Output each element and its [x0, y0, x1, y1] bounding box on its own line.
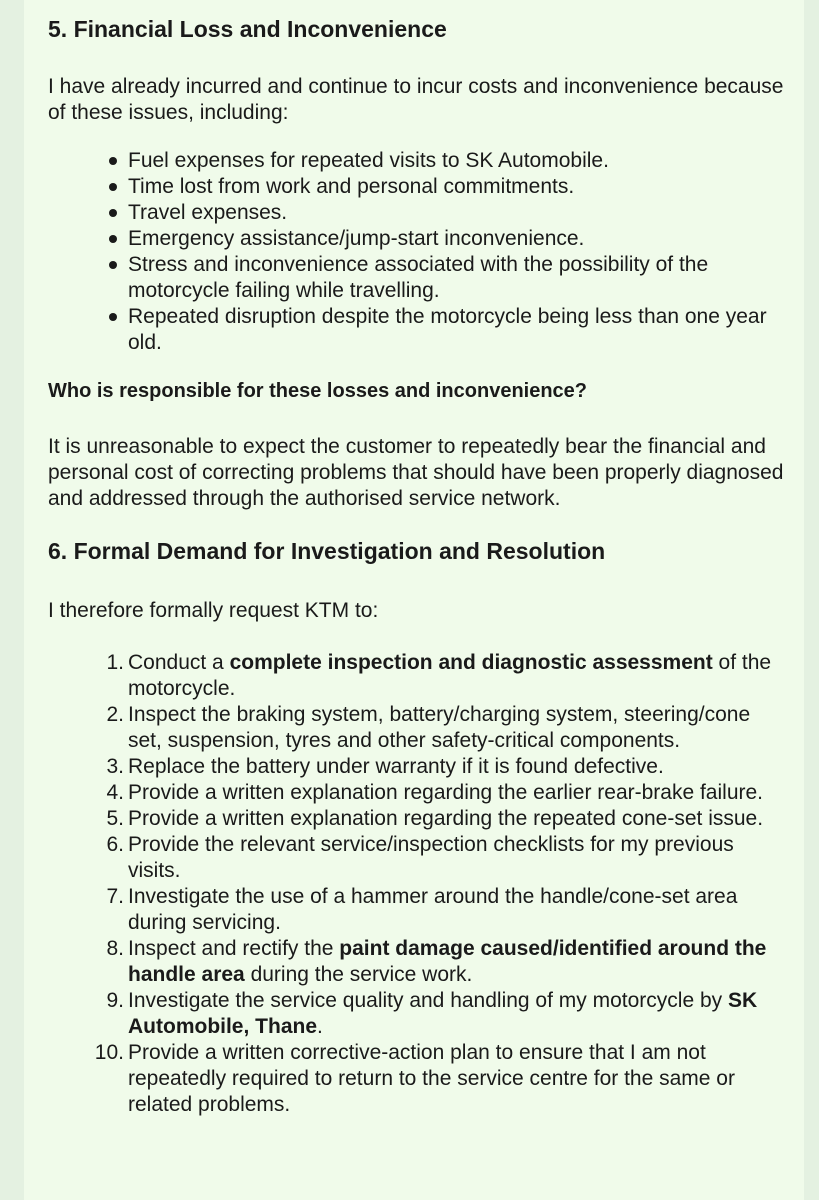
document-content — [48, 0, 788, 1118]
item-text: Replace the battery under warranty if it is found defective. — [128, 755, 664, 778]
document-page — [24, 0, 804, 1200]
item-text: Inspect and rectify the — [128, 937, 340, 960]
item-number: 3. — [106, 755, 124, 778]
item-number: 10. — [94, 1041, 124, 1064]
item-number: 1. — [106, 651, 124, 674]
item-number: 6. — [106, 833, 124, 856]
item-number: 9. — [106, 989, 124, 1012]
item-bold-text: SK Automobile, Thane — [128, 989, 758, 1038]
item-bold-text: paint damage caused/identified around the handle area — [128, 937, 767, 986]
list-item — [106, 936, 788, 988]
list-item: Repeated disruption despite the motorcycle being less than one year old. — [128, 304, 788, 356]
section-5-intro: I have already incurred and continue to incur costs and inconvenience because of these issues, including: — [48, 75, 784, 124]
responsibility-question: Who is responsible for these losses and inconvenience? — [48, 380, 588, 402]
list-item — [106, 650, 788, 702]
item-number: 4. — [106, 781, 124, 804]
item-text: Inspect the braking system, battery/charging system, steering/cone set, suspension, tyres and other safety-critical components. — [128, 703, 751, 752]
item-text: Investigate the use of a hammer around the handle/cone-set area during servicing. — [128, 885, 738, 934]
item-bold-text: complete inspection and diagnostic assessment — [229, 651, 713, 674]
list-item: Stress and inconvenience associated with the possibility of the motorcycle failing while travelling. — [128, 252, 788, 304]
item-number: 2. — [106, 703, 124, 726]
demand-numbered-list — [48, 650, 788, 1118]
list-item: Emergency assistance/jump-start inconvenience. — [128, 226, 788, 252]
list-item — [106, 988, 788, 1040]
list-item — [106, 702, 788, 754]
section-5-paragraph: It is unreasonable to expect the customer to repeatedly bear the financial and personal cost of correcting problems that should have been properly diagnosed and addressed through the authorised service network. — [48, 435, 784, 510]
item-text: Provide a written corrective-action plan to ensure that I am not repeatedly required to return to the service centre for the same or related problems. — [128, 1041, 735, 1116]
list-item: Fuel expenses for repeated visits to SK Automobile. — [128, 148, 788, 174]
list-item — [106, 832, 788, 884]
item-number: 8. — [106, 937, 124, 960]
section-6-heading: 6. Formal Demand for Investigation and Resolution — [48, 538, 606, 564]
item-text: Conduct a — [128, 651, 230, 674]
item-text: Provide the relevant service/inspection checklists for my previous visits. — [128, 833, 734, 882]
list-item — [106, 780, 788, 806]
item-text: during the service work. — [244, 963, 473, 986]
item-text: Provide a written explanation regarding the repeated cone-set issue. — [128, 807, 764, 830]
section-6-intro: I therefore formally request KTM to: — [48, 599, 379, 622]
list-item — [106, 806, 788, 832]
item-number: 7. — [106, 885, 124, 908]
item-number: 5. — [106, 807, 124, 830]
list-item: Travel expenses. — [128, 200, 788, 226]
list-item: Time lost from work and personal commitments. — [128, 174, 788, 200]
item-text: . — [317, 1015, 323, 1038]
list-item — [106, 884, 788, 936]
list-item — [106, 754, 788, 780]
list-item — [94, 1040, 788, 1118]
item-text: Provide a written explanation regarding the earlier rear-brake failure. — [128, 781, 764, 804]
item-text: of the motorcycle. — [128, 651, 772, 700]
loss-bullet-list — [48, 148, 788, 356]
section-5-heading: 5. Financial Loss and Inconvenience — [48, 16, 447, 42]
item-text: Investigate the service quality and handling of my motorcycle by — [128, 989, 728, 1012]
